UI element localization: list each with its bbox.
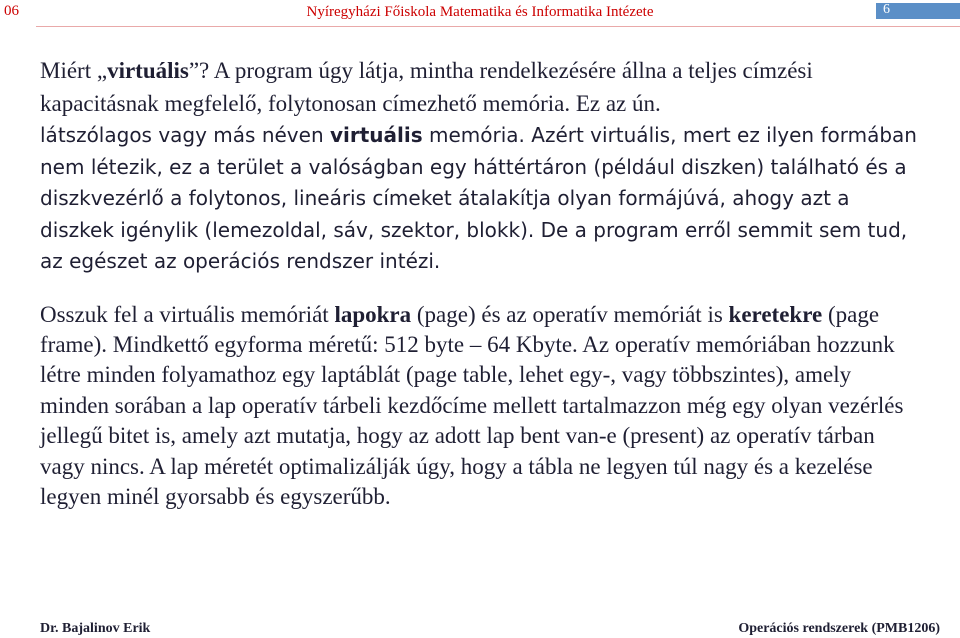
paragraph-2-text-a: Osszuk fel a virtuális memóriát	[40, 301, 335, 327]
footer-author: Dr. Bajalinov Erik	[40, 621, 151, 636]
paragraph-1-lead	[40, 58, 813, 116]
paragraph-2-text-c: (page frame). Mindkettő egyforma méretű: 512 byte – 64 Kbyte. Az operatív memóriában hozzunk létre minden folyamathoz egy laptáblát (page table, lehet egy-, vagy többszintes), amely minden sorában a lap operatív tárbeli kezdőcíme mellett tartalmazzon még egy olyan vezérlés jellegű bitet is, amely azt mutatja, hogy az adott lap bent van-e (present) az operatív tárban vagy nincs. A lap méretét optimalizálják úgy, hogy a tábla ne legyen túl nagy és a kezelése legyen minél gyorsabb és egyszerűbb.	[40, 301, 904, 509]
slide-header	[0, 0, 960, 26]
term-lapokra: lapokra	[334, 301, 412, 327]
paragraph-paging	[40, 300, 925, 513]
footer-course: Operációs rendszerek (PMB1206)	[738, 621, 940, 636]
paragraph-1-text-c: látszólagos vagy más néven	[40, 123, 330, 147]
slide-content	[40, 55, 925, 512]
term-keretekre: keretekre	[728, 301, 823, 327]
paragraph-2-text-b: (page) és az operatív memóriát is	[411, 301, 729, 327]
paragraph-1-text-b: ”? A program úgy látja, mintha rendelkezésére állna a teljes címzési kapacitásnak megfelelő, folytonosan címezhető memória. Ez az ún.	[40, 58, 813, 116]
paragraph-1-text-d: memória. Azért virtuális, mert ez ilyen formában nem létezik, ez a terület a valóságban egy háttértáron (például diszken) található és a diszkvezérlő a folytonos, lineáris címeket átalakítja olyan formájúvá, ahogy azt a diszkek igénylik (lemezoldal, sáv, szektor, blokk). De a program erről semmit sem tud, az egészet az operációs rendszer intézi.	[40, 123, 917, 273]
institution-title: Nyíregyházi Főiskola Matematika és Informatika Intézete	[306, 4, 654, 20]
paragraph-1-text-a: Miért „	[40, 58, 108, 83]
slide-number-left: 06	[4, 3, 19, 19]
slide-number-right: 6	[883, 2, 890, 17]
term-virtualis-1: virtuális	[107, 58, 189, 83]
term-virtualis-2: virtuális	[329, 123, 423, 147]
paragraph-virtual-memory	[40, 55, 925, 278]
header-divider	[36, 26, 960, 27]
